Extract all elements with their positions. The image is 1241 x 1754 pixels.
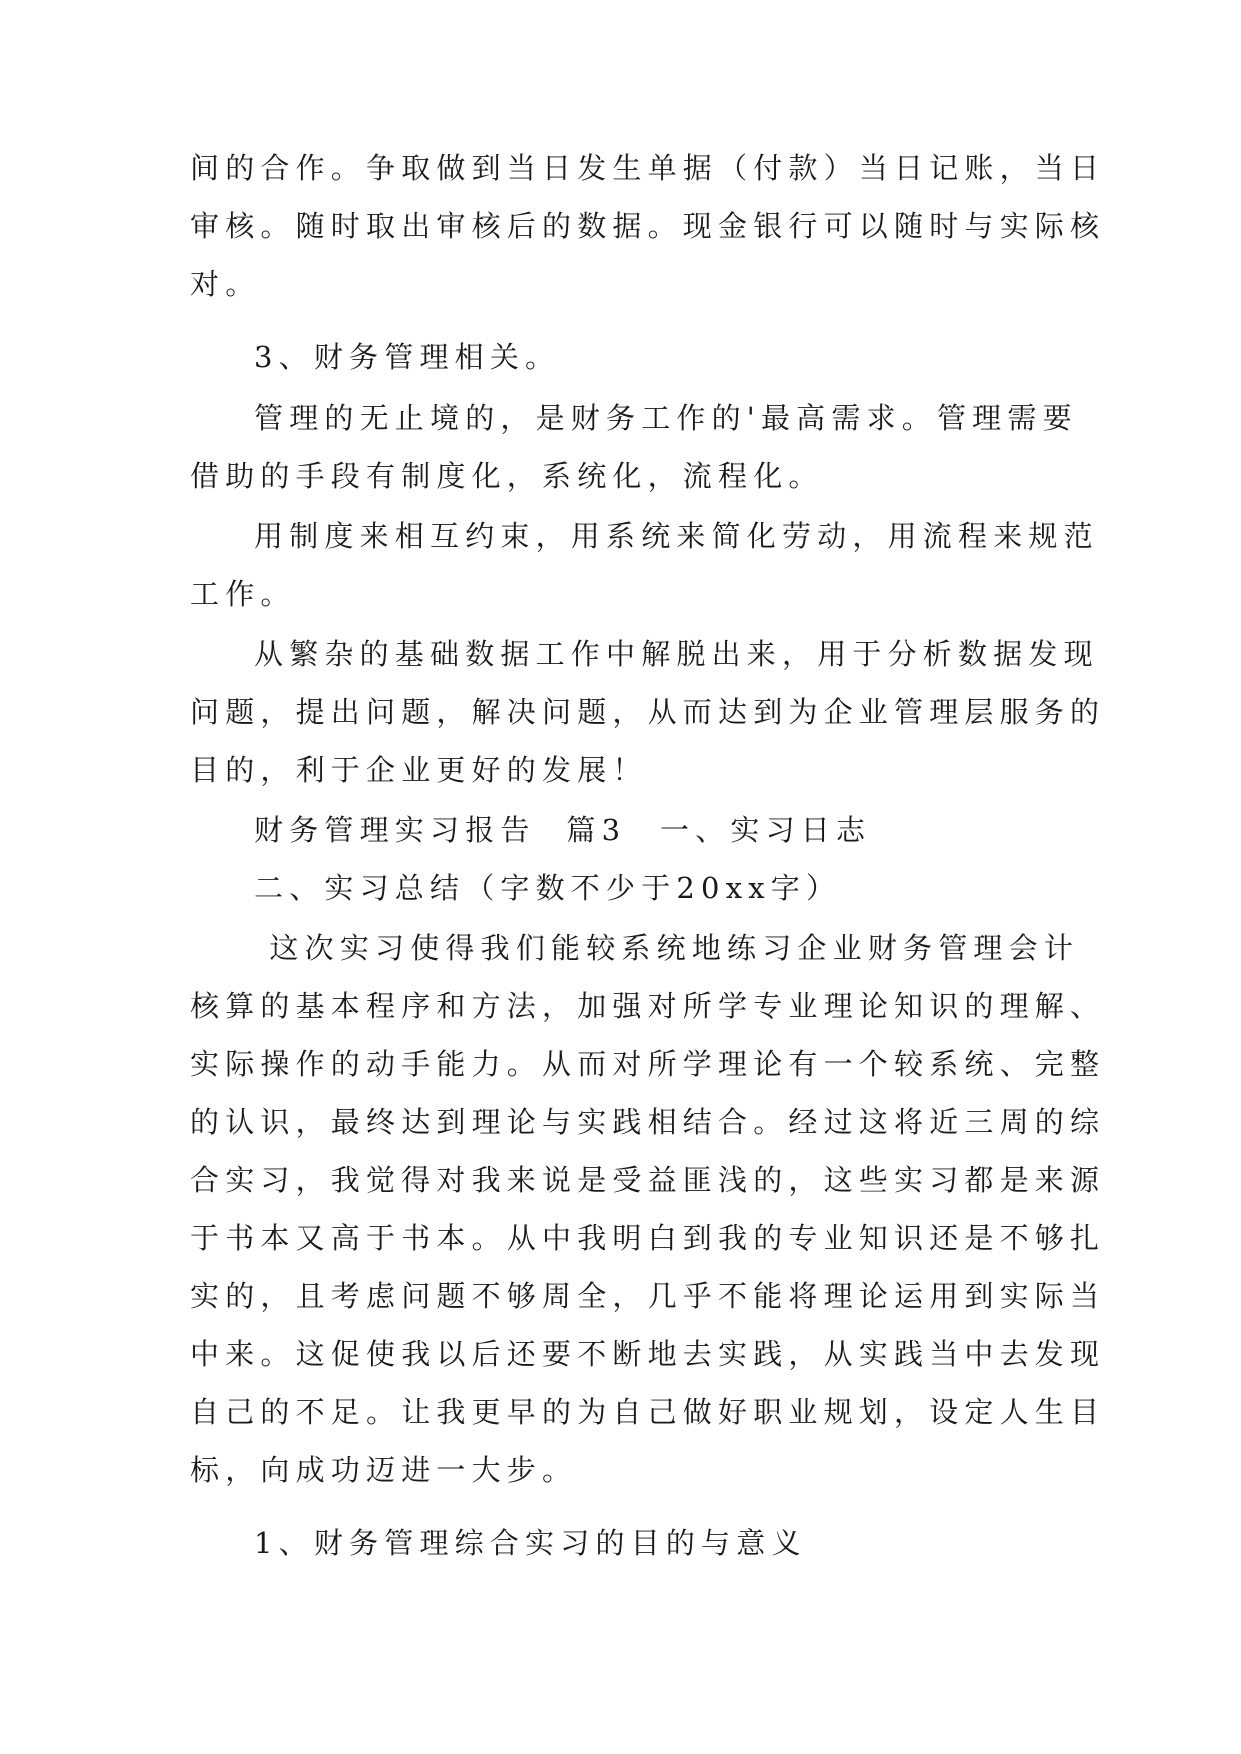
paragraph-line: 中来。这促使我以后还要不断地去实践，从实践当中去发现 xyxy=(190,1337,1106,1371)
paragraph-line: 核算的基本程序和方法，加强对所学专业理论知识的理解、 xyxy=(190,989,1106,1023)
paragraph-line: 从繁杂的基础数据工作中解脱出来，用于分析数据发现 xyxy=(254,637,1099,671)
paragraph-line: 合实习，我觉得对我来说是受益匪浅的，这些实习都是来源 xyxy=(190,1163,1106,1197)
paragraph-line: 工作。 xyxy=(190,577,296,611)
paragraph-line: 间的合作。争取做到当日发生单据（付款）当日记账，当日 xyxy=(190,151,1106,185)
paragraph-line: 借助的手段有制度化，系统化，流程化。 xyxy=(190,459,824,493)
paragraph-line: 的认识，最终达到理论与实践相结合。经过这将近三周的综 xyxy=(190,1105,1106,1139)
paragraph-line: 标，向成功迈进一大步。 xyxy=(190,1453,578,1487)
paragraph-line: 实的，且考虑问题不够周全，几乎不能将理论运用到实际当 xyxy=(190,1279,1106,1313)
paragraph-line: 管理的无止境的，是财务工作的'最高需求。管理需要 xyxy=(254,401,1078,435)
paragraph-line: 目的，利于企业更好的发展！ xyxy=(190,753,648,787)
section-heading: 3、财务管理相关。 xyxy=(254,340,561,374)
section-heading: 1、财务管理综合实习的目的与意义 xyxy=(254,1526,807,1560)
paragraph-line: 用制度来相互约束，用系统来简化劳动，用流程来规范 xyxy=(254,519,1099,553)
paragraph-line: 自己的不足。让我更早的为自己做好职业规划，设定人生目 xyxy=(190,1395,1106,1429)
paragraph-line: 这次实习使得我们能较系统地练习企业财务管理会计 xyxy=(254,931,1080,965)
report-title: 财务管理实习报告 篇3 xyxy=(254,813,627,847)
paragraph-line: 问题，提出问题，解决问题，从而达到为企业管理层服务的 xyxy=(190,695,1106,729)
paragraph-line: 审核。随时取出审核后的数据。现金银行可以随时与实际核 xyxy=(190,209,1106,243)
section-heading: 二、实习总结（字数不少于20xx字） xyxy=(254,871,842,905)
paragraph-line: 实际操作的动手能力。从而对所学理论有一个较系统、完整 xyxy=(190,1047,1106,1081)
paragraph-line: 于书本又高于书本。从中我明白到我的专业知识还是不够扎 xyxy=(190,1221,1106,1255)
section-heading: 一、实习日志 xyxy=(660,813,872,847)
paragraph-line: 对。 xyxy=(190,267,261,301)
